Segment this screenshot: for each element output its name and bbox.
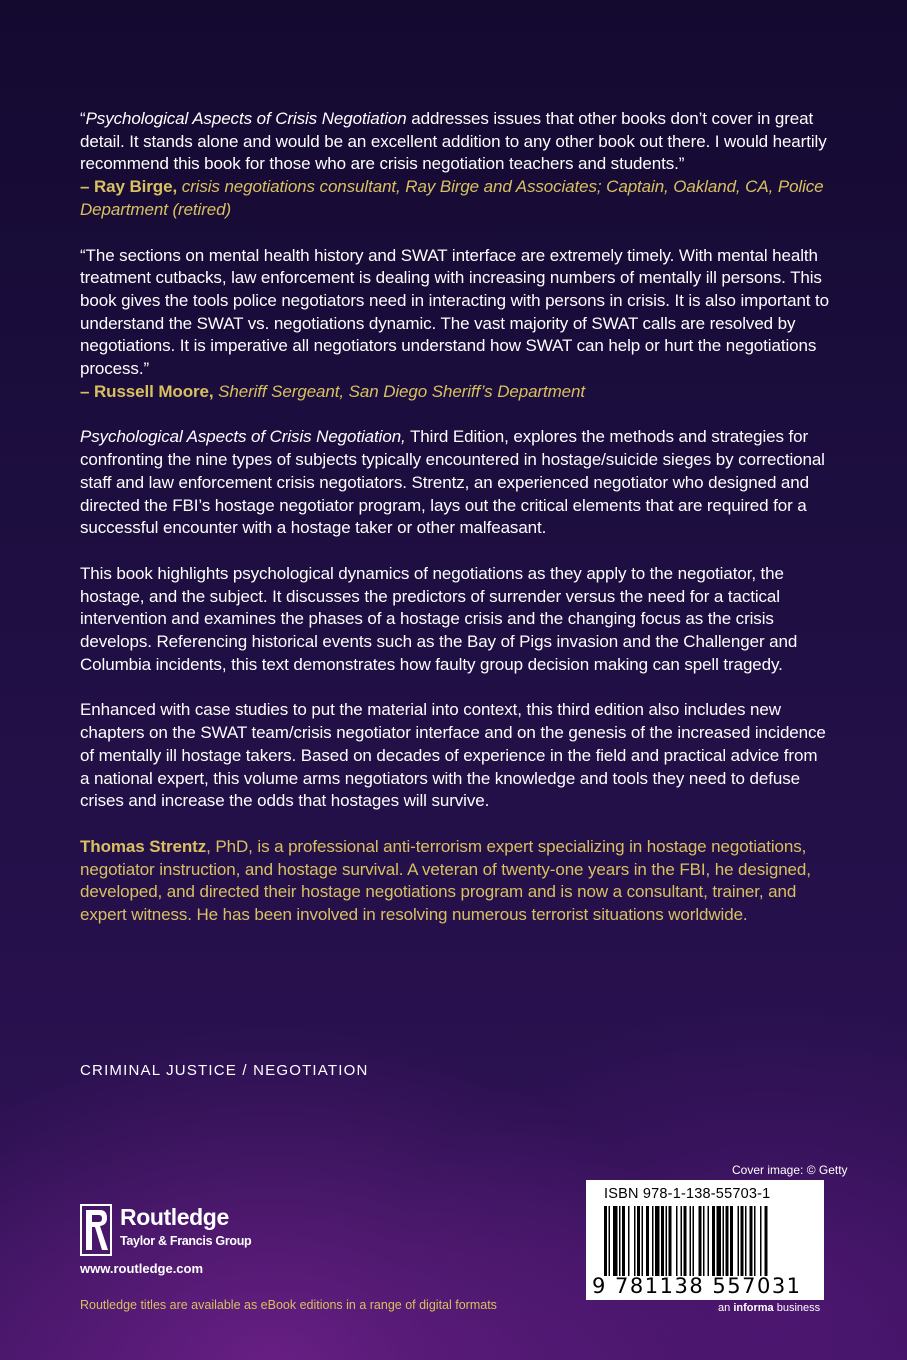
barcode-panel [586, 1180, 824, 1300]
barcode-bar [642, 1206, 644, 1276]
endorsement-2-text: “The sections on mental health history and SWAT interface are extremely timely. With mental health treatment cutbacks, law enforcement is dealing with increasing numbers of mentally ill persons. This book gives the tools police negotiators need in interacting with persons in crisis. It is also important to understand the SWAT vs. negotiations dynamic. The vast majority of SWAT calls are resolved by negotiations. It is imperative all negotiators understand how SWAT can help or hurt the negotiations process.” [80, 245, 830, 379]
endorsement-1-role: crisis negotiations consultant, Ray Birge and Associates; Captain, Oakland, CA, Police Department (retired) [80, 177, 824, 219]
publisher-group: Taylor & Francis Group [120, 1234, 252, 1248]
endorsement-1-name: – Ray Birge, [80, 177, 178, 197]
barcode-bar [699, 1206, 702, 1276]
description-paragraph-1 [80, 426, 830, 540]
barcode-bar [750, 1206, 753, 1276]
barcode-bar [666, 1206, 668, 1276]
barcode-bar [712, 1206, 715, 1276]
barcode-bar [637, 1206, 640, 1276]
publisher-logo [80, 1204, 280, 1256]
barcode-bar [609, 1206, 611, 1276]
endorsement-2 [80, 245, 830, 404]
description-paragraph-2: This book highlights psychological dynamics of negotiations as they apply to the negotiator, the hostage, and the subject. It discusses the predictors of surrender versus the need for a tactical intervention and examines the phases of a hostage crisis and the changing focus as the crisis develops. Referencing historical events such as the Bay of Pigs invasion and the Challenger and Columbia incidents, this text demonstrates how faulty group decision making can spell tragedy. [80, 563, 798, 674]
description-paragraph-3: Enhanced with case studies to put the material into context, this third edition also includes new chapters on the SWAT team/crisis negotiator interface and on the genesis of the increased incidence of mentally ill hostage takers. Based on decades of experience in the field and practical advice from a national expert, this volume arms negotiators with the knowledge and tools they need to defuse crises and increase the odds that hostages will survive. [80, 700, 826, 811]
endorsement-1-title: Psychological Aspects of Crisis Negotiation [85, 109, 407, 128]
barcode-bar [690, 1206, 692, 1276]
subject-category: CRIMINAL JUSTICE / NEGOTIATION [80, 1062, 369, 1079]
barcode-bar [604, 1206, 607, 1276]
description-paragraph-1-body: Third Edition, explores the methods and strategies for confronting the nine types of subjects typically encountered in hostage/suicide sieges by correctional staff and law enforcement crisis negotiators. Strentz, an experienced negotiator who designed and directed the FBI’s hostage negotiator program, lays out the critical elements that are required for a successful encounter with a hostage taker or other malfeasant. [80, 427, 825, 538]
publisher-name: Routledge [120, 1204, 229, 1230]
barcode-bar [760, 1206, 762, 1276]
endorsement-2-name: – Russell Moore, [80, 381, 214, 401]
ebook-note: Routledge titles are available as eBook editions in a range of digital formats [80, 1298, 497, 1312]
publisher-website: www.routledge.com [80, 1261, 204, 1276]
barcode-bar [634, 1206, 636, 1276]
endorsement-1-attribution [80, 176, 830, 221]
barcode-bar [669, 1206, 672, 1276]
barcode-bar [730, 1206, 733, 1276]
barcode-bar [723, 1206, 725, 1276]
open-quote: “ [80, 109, 86, 128]
author-bio [80, 836, 830, 927]
author-bio-text: , PhD, is a professional anti-terrorism expert specializing in hostage negotiations, negotiator instruction, and hostage survival. A veteran of twenty-one years in the FBI, he designed, developed, and directed their hostage negotiations program and is now a consultant, trainer, and expert witness. He has been involved in resolving numerous terrorist situations worldwide. [80, 836, 811, 925]
endorsement-1 [80, 108, 830, 222]
routledge-r-logo-icon [80, 1204, 112, 1256]
endorsement-2-role: Sheriff Sergeant, San Diego Sheriff’s Department [218, 381, 586, 401]
barcode-bar [622, 1206, 625, 1276]
informa-suffix: business [776, 1302, 821, 1314]
endorsement-2-attribution [80, 381, 830, 404]
barcode-bar [765, 1206, 768, 1276]
author-name: Thomas Strentz [80, 836, 207, 856]
barcode-bar [681, 1206, 683, 1276]
barcode-bar [745, 1206, 747, 1276]
back-cover-text [80, 108, 830, 950]
isbn-barcode-icon [604, 1206, 820, 1276]
barcode-bar [741, 1206, 744, 1276]
endorsement-1-text [80, 108, 830, 176]
barcode-bar [676, 1206, 678, 1276]
barcode-bar [684, 1206, 687, 1276]
description-book-title: Psychological Aspects of Crisis Negotiation, [80, 427, 406, 447]
barcode-bar [754, 1206, 756, 1276]
barcode-bar [703, 1206, 705, 1276]
informa-prefix: an [718, 1302, 731, 1314]
barcode-bar [726, 1206, 729, 1276]
barcode-bar [708, 1206, 710, 1276]
barcode-bar [738, 1206, 740, 1276]
barcode-bar [619, 1206, 621, 1276]
barcode-bar [693, 1206, 695, 1276]
informa-brand: informa [733, 1302, 774, 1314]
barcode-bar [628, 1206, 630, 1276]
barcode-bar [613, 1206, 618, 1276]
cover-image-credit: Cover image: © Getty [732, 1163, 848, 1177]
barcode-bar [717, 1206, 722, 1276]
barcode-bar [652, 1206, 654, 1276]
informa-tagline [718, 1302, 820, 1314]
barcode-bar [661, 1206, 664, 1276]
isbn-label: ISBN 978-1-138-55703-1 [604, 1186, 771, 1202]
barcode-bar [655, 1206, 660, 1276]
barcode-bar [646, 1206, 649, 1276]
isbn-digits: 9 781138 557031 [592, 1274, 802, 1298]
endorsement-1-body: addresses issues that other books don’t cover in great detail. It stands alone and would be an excellent addition to any other book out there. I would heartily recommend this book for those who are crisis negotiation teachers and students.” [80, 109, 827, 174]
